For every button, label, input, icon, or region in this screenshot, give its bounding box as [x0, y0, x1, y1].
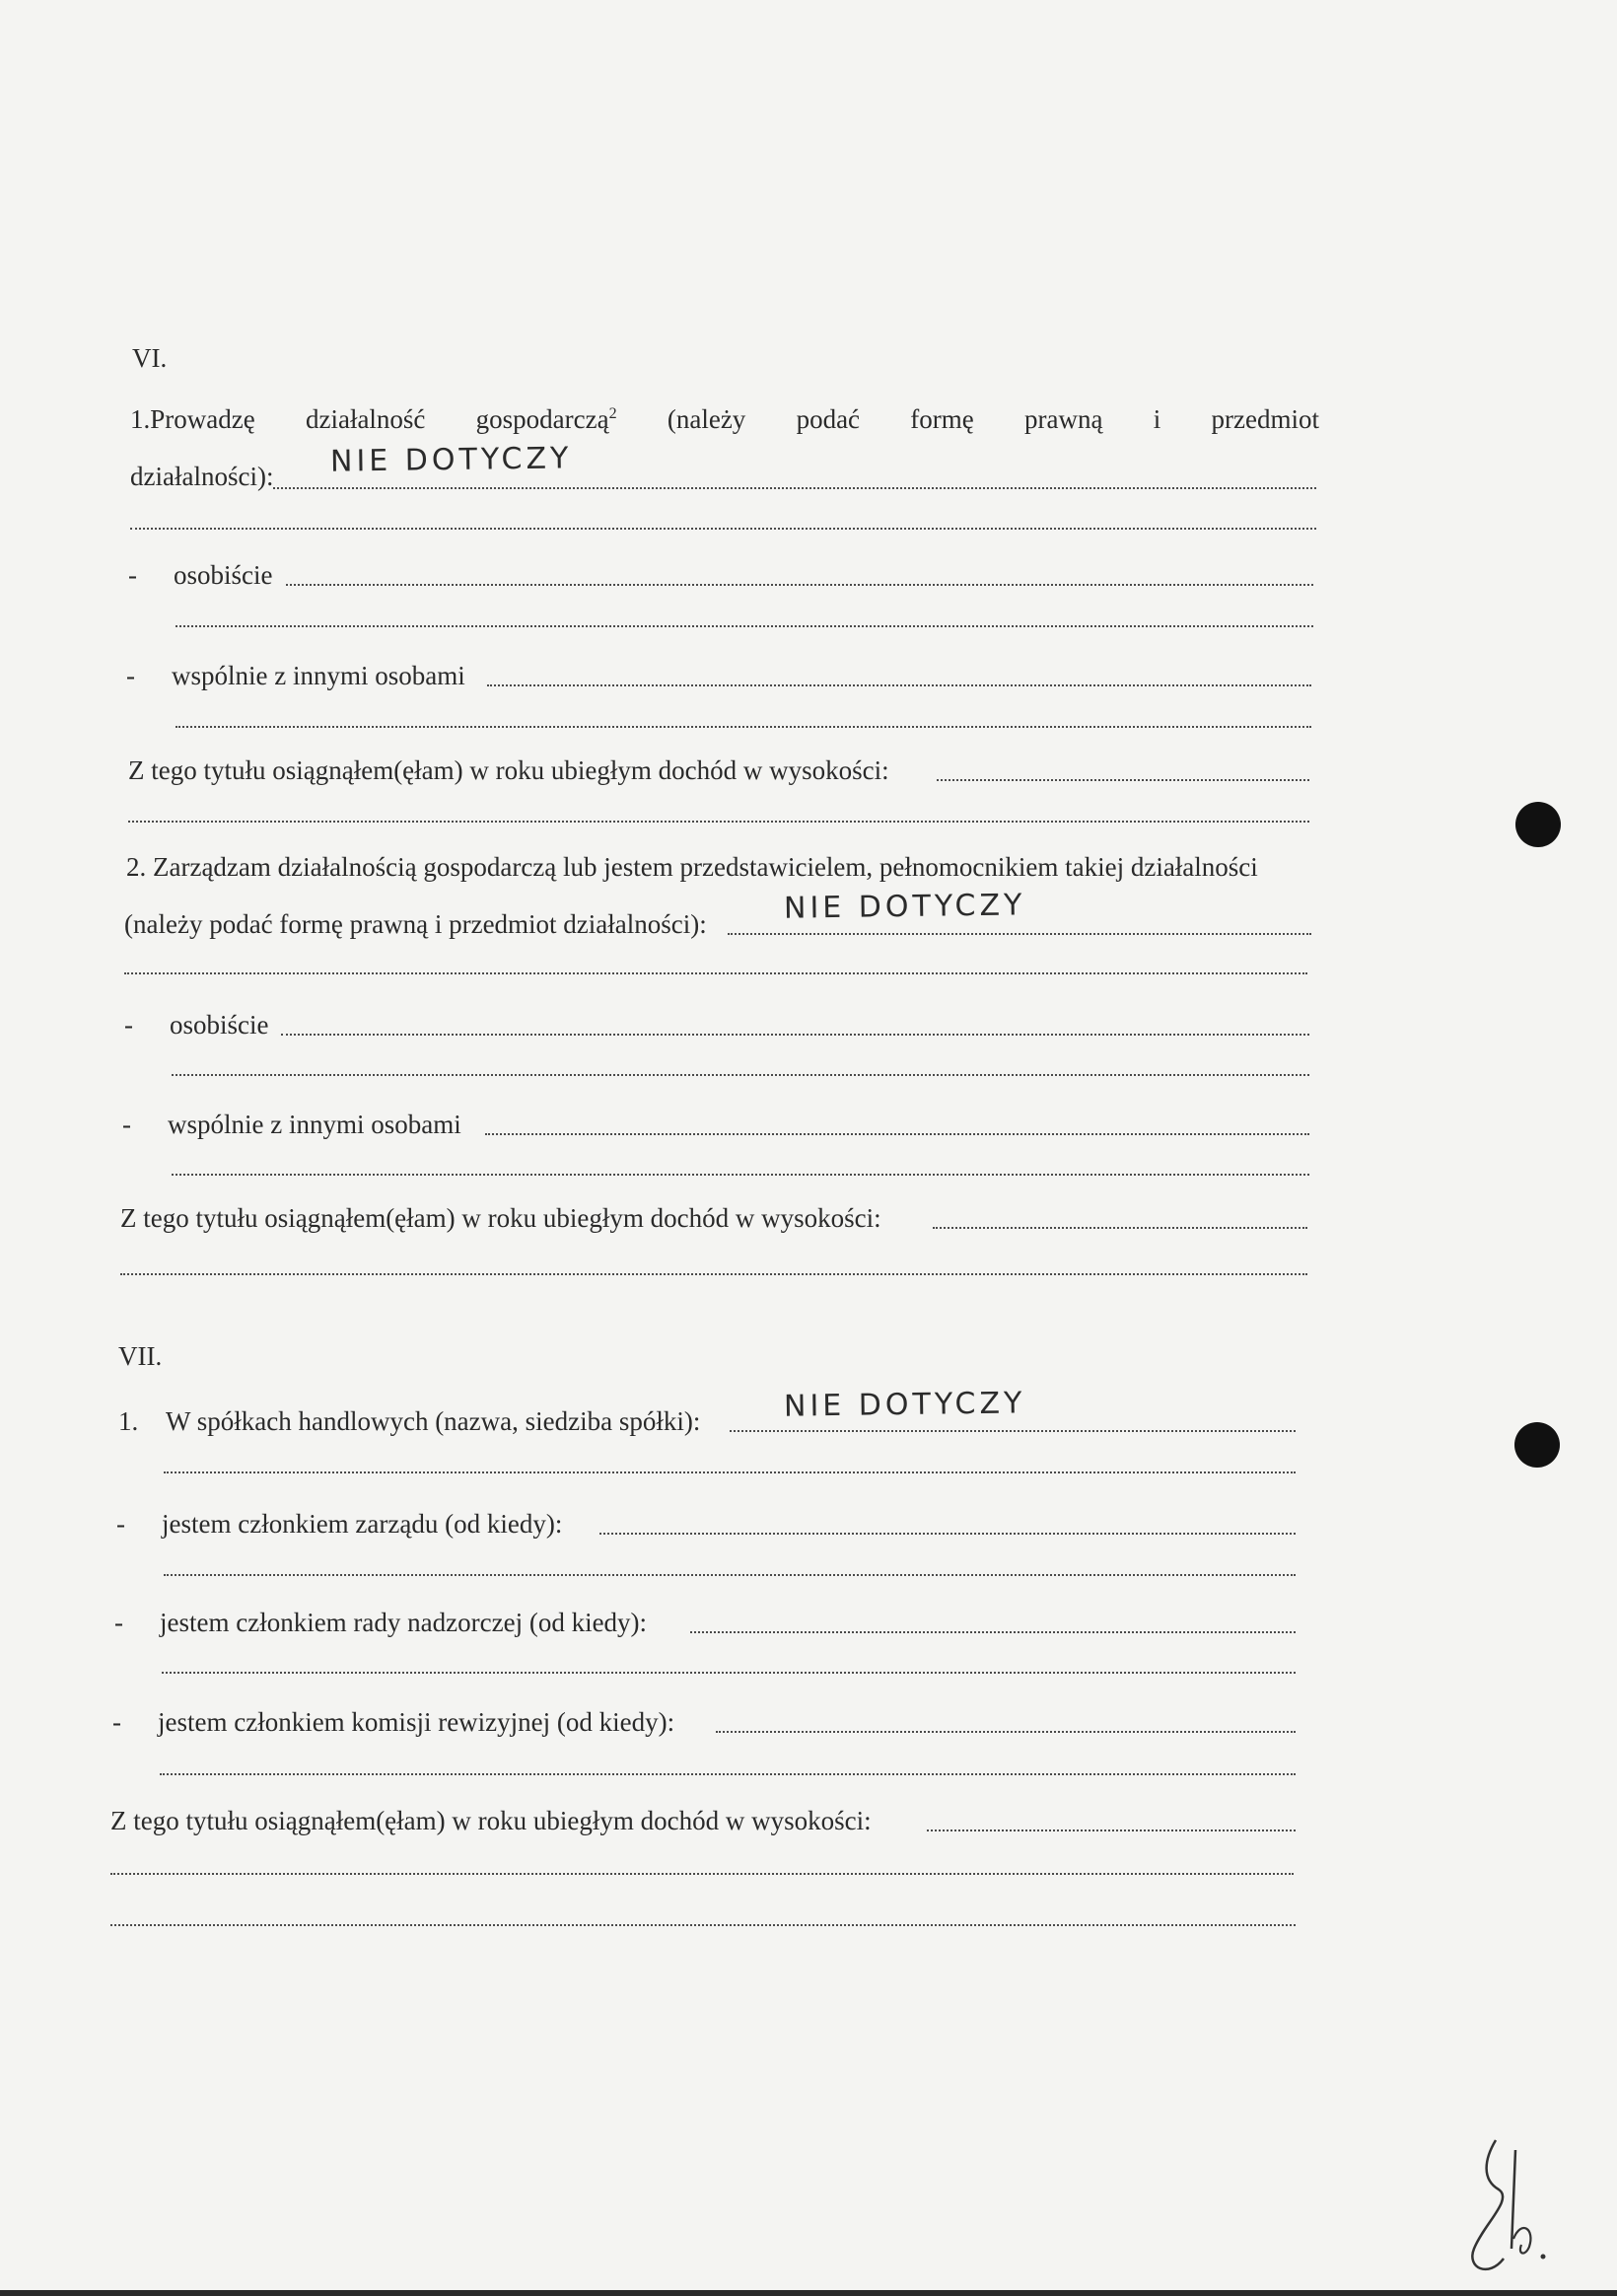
fill-line: [124, 972, 1307, 974]
handwritten-answer: NIE DOTYCZY: [783, 1386, 1026, 1424]
fill-line: [933, 1227, 1307, 1229]
item1-word: działalność: [305, 404, 426, 434]
fill-line: [128, 821, 1309, 823]
fill-line: [728, 933, 1311, 935]
jointly-label: wspólnie z innymi osobami: [172, 661, 465, 690]
bullet: -: [126, 661, 135, 690]
fill-line: [120, 1273, 1307, 1275]
fill-line: [130, 528, 1316, 530]
fill-line: [281, 1034, 1309, 1036]
fill-line: [927, 1830, 1296, 1831]
fill-line: [162, 1672, 1296, 1674]
fill-line: [273, 487, 1316, 489]
companies-label: W spółkach handlowych (nazwa, siedziba spółki):: [166, 1406, 701, 1436]
item1-word: formę: [910, 404, 974, 434]
fill-line: [110, 1873, 1294, 1875]
fill-line: [716, 1731, 1296, 1733]
item1-word: 1.Prowadzę: [130, 404, 255, 434]
item1-word: przedmiot: [1211, 404, 1319, 434]
bullet: -: [122, 1110, 131, 1139]
handwritten-answer: NIE DOTYCZY: [329, 441, 573, 479]
fill-line: [160, 1773, 1296, 1775]
item-number: 1.: [118, 1406, 139, 1436]
item1-word: gospodarczą$^2$: [475, 404, 617, 434]
fill-line: [110, 1924, 1296, 1926]
jointly-label: wspólnie z innymi osobami: [168, 1110, 461, 1139]
scan-edge: [0, 2290, 1617, 2296]
fill-line: [172, 1174, 1309, 1176]
personally-label: osobiście: [170, 1010, 269, 1040]
bullet: -: [112, 1707, 121, 1737]
fill-line: [690, 1631, 1296, 1633]
income-label: Z tego tytułu osiągnąłem(ęłam) w roku ubiegłym dochód w wysokości:: [120, 1203, 881, 1233]
income-label: Z tego tytułu osiągnąłem(ęłam) w roku ubiegłym dochód w wysokości:: [128, 755, 889, 785]
section-heading: VII.: [118, 1341, 163, 1371]
fill-line: [176, 726, 1311, 728]
section-heading: VI.: [132, 343, 168, 373]
bullet: -: [124, 1010, 133, 1040]
bullet: -: [114, 1608, 123, 1637]
signature-mark: [1444, 2130, 1568, 2283]
audit-label: jestem członkiem komisji rewizyjnej (od kiedy):: [158, 1707, 675, 1737]
fill-line: [172, 1074, 1309, 1076]
fill-line: [286, 584, 1313, 586]
item1-line1: [130, 404, 1319, 435]
fill-line: [485, 1133, 1309, 1135]
board-label: jestem członkiem zarządu (od kiedy):: [162, 1509, 563, 1539]
bullet: -: [128, 560, 137, 590]
fill-line: [164, 1471, 1296, 1473]
item1-word: (należy: [667, 404, 746, 434]
item1-word: i: [1153, 404, 1161, 434]
item2-line1: 2. Zarządzam działalnością gospodarczą lub jestem przedstawicielem, pełnomocnikiem takiej działalności: [126, 852, 1258, 882]
fill-line: [487, 684, 1311, 686]
bullet: -: [116, 1509, 125, 1539]
footnote-mark: 2: [608, 405, 617, 422]
item2-line2-label: (należy podać formę prawną i przedmiot działalności):: [124, 909, 707, 939]
fill-line: [730, 1430, 1296, 1432]
fill-line: [164, 1574, 1296, 1576]
item1-word: prawną: [1024, 404, 1103, 434]
handwritten-answer: NIE DOTYCZY: [783, 888, 1026, 926]
punch-hole: [1515, 802, 1561, 847]
item1-word: podać: [796, 404, 861, 434]
item1-line2-label: działalności):: [130, 462, 274, 491]
punch-hole: [1514, 1422, 1560, 1468]
fill-line: [937, 779, 1309, 781]
income-label: Z tego tytułu osiągnąłem(ęłam) w roku ubiegłym dochód w wysokości:: [110, 1806, 872, 1835]
fill-line: [599, 1533, 1296, 1535]
personally-label: osobiście: [174, 560, 273, 590]
fill-line: [176, 625, 1313, 627]
supervisory-label: jestem członkiem rady nadzorczej (od kiedy):: [160, 1608, 648, 1637]
